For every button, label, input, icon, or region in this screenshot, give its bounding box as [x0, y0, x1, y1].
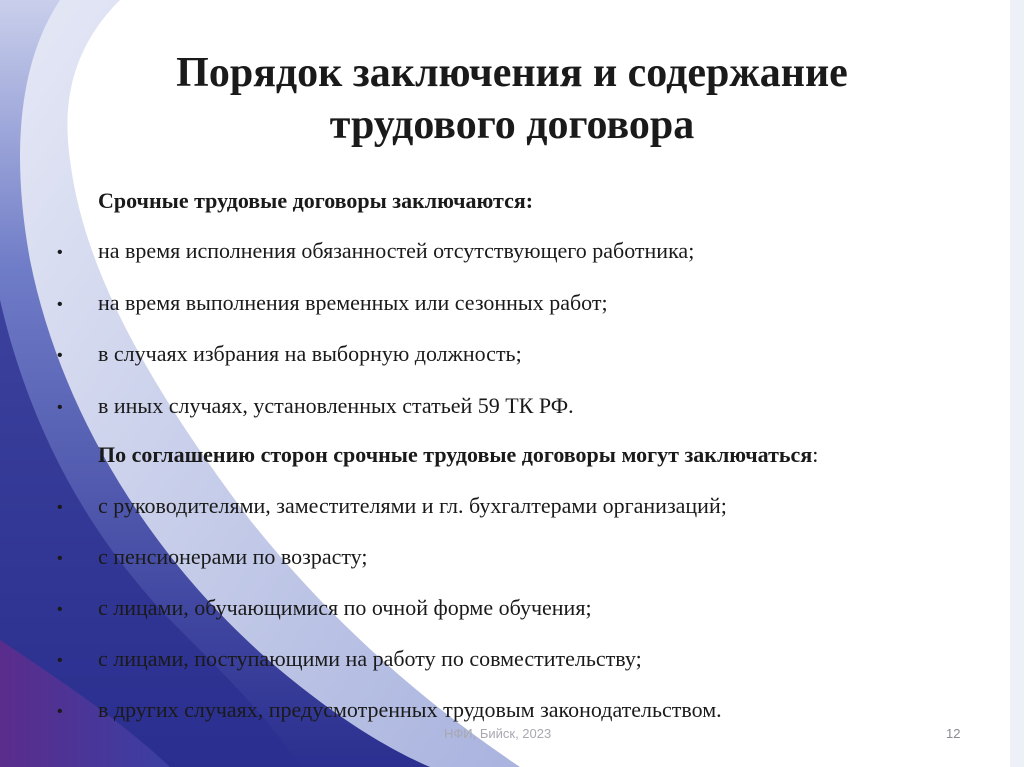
- list-item: с лицами, поступающими на работу по совместительству;: [98, 646, 642, 671]
- slide-title-line2: трудового договора: [329, 102, 695, 148]
- bullet-icon: •: [57, 244, 63, 261]
- list-item: с лицами, обучающимися по очной форме обучения;: [98, 595, 592, 620]
- bullet-icon: •: [57, 296, 63, 313]
- list-item: с руководителями, заместителями и гл. бухгалтерами организаций;: [98, 493, 727, 518]
- list-item: на время исполнения обязанностей отсутствующего работника;: [98, 238, 695, 263]
- section2-heading-colon: :: [812, 442, 819, 467]
- bullet-icon: •: [57, 347, 63, 364]
- list-item: в других случаях, предусмотренных трудовым законодательством.: [98, 697, 722, 722]
- section2-heading-text: По соглашению сторон срочные трудовые договоры могут заключаться: [98, 442, 813, 467]
- bullet-icon: •: [57, 399, 63, 416]
- bullet-icon: •: [57, 499, 63, 516]
- slide-title-line1: Порядок заключения и содержание: [176, 50, 848, 96]
- bullet-icon: •: [57, 601, 63, 618]
- list-item: в иных случаях, установленных статьей 59 ТК РФ.: [98, 393, 574, 418]
- bullet-icon: •: [57, 550, 63, 567]
- section1-heading: Срочные трудовые договоры заключаются:: [98, 188, 534, 213]
- bullet-icon: •: [57, 703, 63, 720]
- footer-text: НФИ, Бийск, 2023: [444, 726, 552, 741]
- section2-heading: [98, 442, 818, 468]
- page-number: 12: [946, 726, 961, 741]
- list-item: с пенсионерами по возрасту;: [98, 544, 368, 569]
- list-item: на время выполнения временных или сезонных работ;: [98, 290, 608, 315]
- list-item: в случаях избрания на выборную должность;: [98, 341, 522, 366]
- bullet-icon: •: [57, 652, 63, 669]
